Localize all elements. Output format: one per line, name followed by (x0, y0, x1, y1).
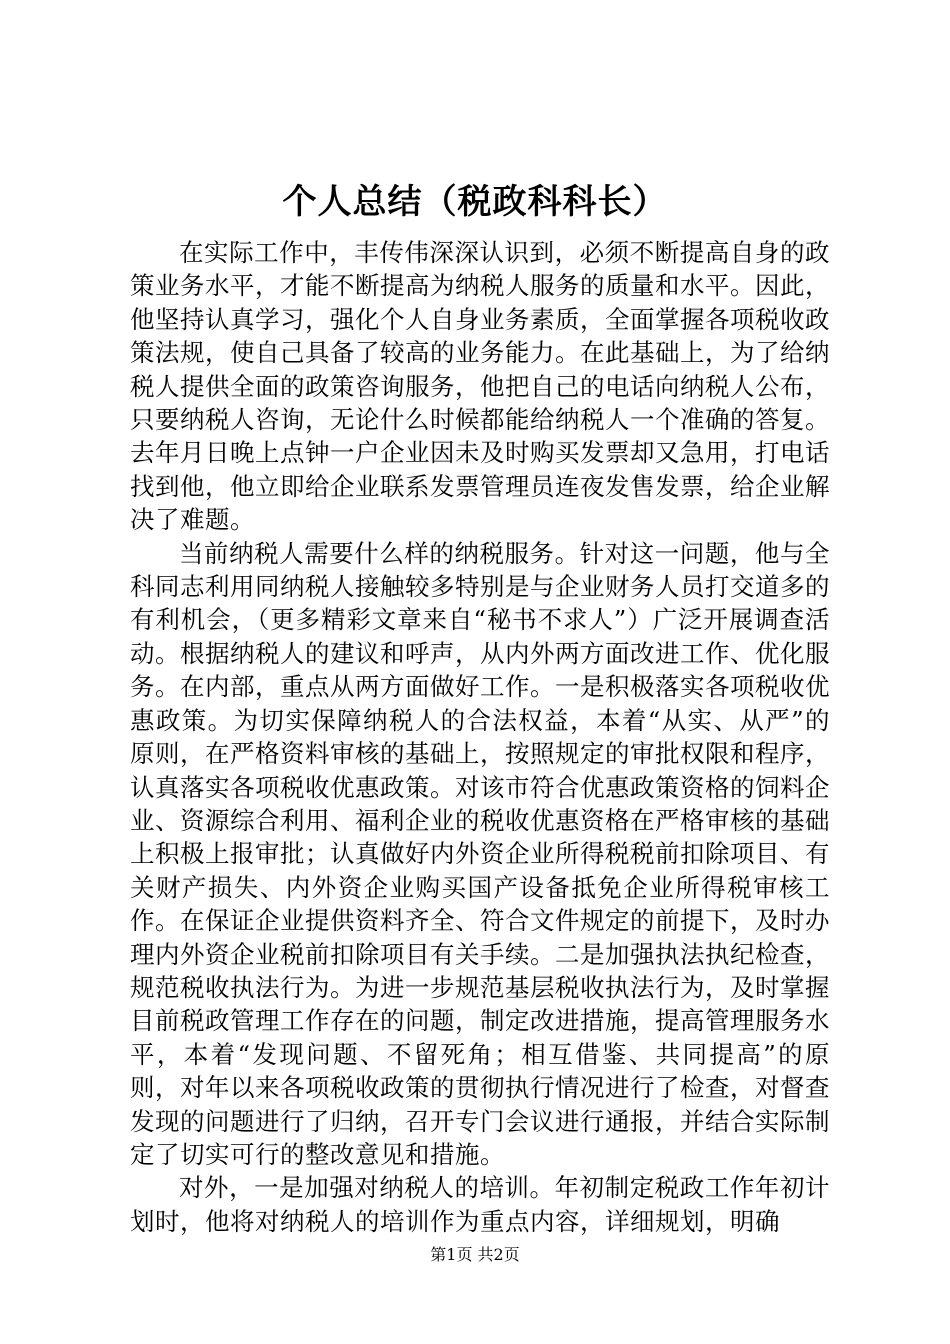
document-body (130, 236, 830, 1238)
page-footer: 第1页 共2页 (430, 1245, 520, 1264)
paragraph-1: 在实际工作中，丰传伟深深认识到，必须不断提高自身的政策业务水平，才能不断提高为纳税人服务的质量和水平。因此，他坚持认真学习，强化个人自身业务素质，全面掌握各项税收政策法规，使自己具备了较高的业务能力。在此基础上，为了给纳税人提供全面的政策咨询服务，他把自己的电话向纳税人公布，只要纳税人咨询，无论什么时候都能给纳税人一个准确的答复。去年月日晚上点钟一户企业因未及时购买发票却又急用，打电话找到他，他立即给企业联系发票管理员连夜发售发票，给企业解决了难题。 (130, 238, 830, 535)
document-title: 个人总结（税政科科长） (282, 182, 668, 222)
paragraph-2: 当前纳税人需要什么样的纳税服务。针对这一问题，他与全科同志利用同纳税人接触较多特别是与企业财务人员打交道多的有利机会，（更多精彩文章来自“秘书不求人”）广泛开展调查活动。根据纳税人的建议和呼声，从内外两方面改进工作、优化服务。在内部，重点从两方面做好工作。一是积极落实各项税收优惠政策。为切实保障纳税人的合法权益，本着“从实、从严”的原则，在严格资料审核的基础上，按照规定的审批权限和程序，认真落实各项税收优惠政策。对该市符合优惠政策资格的饲料企业、资源综合利用、福利企业的税收优惠资格在严格审核的基础上积极上报审批；认真做好内外资企业所得税税前扣除项目、有关财产损失、内外资企业购买国产设备抵免企业所得税审核工作。在保证企业提供资料齐全、符合文件规定的前提下，及时办理内外资企业税前扣除项目有关手续。二是加强执法执纪检查，规范税收执法行为。为进一步规范基层税收执法行为，及时掌握目前税政管理工作存在的问题，制定改进措施，提高管理服务水平，本着“发现问题、不留死角；相互借鉴、共同提高”的原则，对年以来各项税收政策的贯彻执行情况进行了检查，对督查发现的问题进行了归纳，召开专门会议进行通报，并结合实际制定了切实可行的整改意见和措施。 (130, 538, 830, 1169)
paragraph-3: 对外，一是加强对纳税人的培训。年初制定税政工作年初计划时，他将对纳税人的培训作为重点内容，详细规划，明确 (130, 1173, 830, 1236)
